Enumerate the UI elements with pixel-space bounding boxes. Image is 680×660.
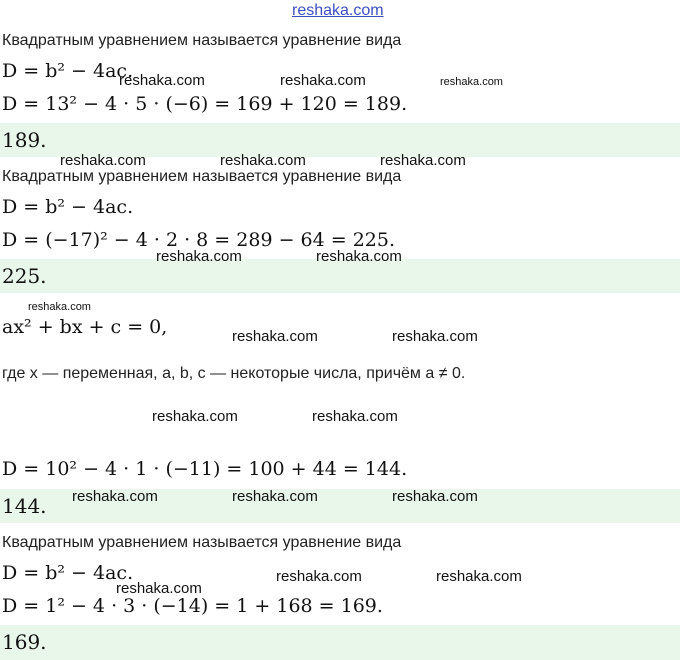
watermark: reshaka.com	[436, 568, 522, 585]
discriminant-computation: D = 13² − 4 · 5 · (−6) = 169 + 120 = 189.	[2, 93, 408, 115]
watermark: reshaka.com	[276, 568, 362, 585]
site-header-link[interactable]: reshaka.com	[292, 2, 384, 19]
answer-band	[0, 625, 680, 660]
watermark: reshaka.com	[280, 72, 366, 89]
discriminant-computation: D = 10² − 4 · 1 · (−11) = 100 + 44 = 144.	[2, 458, 408, 480]
watermark: reshaka.com	[60, 152, 146, 169]
discriminant-computation: D = 1² − 4 · 3 · (−14) = 1 + 168 = 169.	[2, 595, 383, 617]
definition-text: где x — переменная, a, b, c — некоторые числа, причём a ≠ 0.	[2, 365, 466, 382]
intro-text: Квадратным уравнением называется уравнение вида	[2, 32, 402, 49]
discriminant-formula: D = b² − 4ac.	[2, 196, 134, 218]
watermark: reshaka.com	[440, 76, 503, 88]
watermark: reshaka.com	[152, 408, 238, 425]
watermark: reshaka.com	[28, 301, 91, 313]
answer-value: 189.	[2, 128, 47, 152]
watermark: reshaka.com	[232, 328, 318, 345]
watermark: reshaka.com	[380, 152, 466, 169]
watermark: reshaka.com	[232, 488, 318, 505]
watermark: reshaka.com	[392, 488, 478, 505]
watermark: reshaka.com	[72, 488, 158, 505]
watermark: reshaka.com	[392, 328, 478, 345]
watermark: reshaka.com	[220, 152, 306, 169]
answer-value: 169.	[2, 630, 47, 654]
watermark: reshaka.com	[116, 580, 202, 597]
intro-text: Квадратным уравнением называется уравнение вида	[2, 534, 402, 551]
intro-text: Квадратным уравнением называется уравнение вида	[2, 168, 402, 185]
answer-value: 144.	[2, 494, 47, 518]
discriminant-computation: D = (−17)² − 4 · 2 · 8 = 289 − 64 = 225.	[2, 229, 396, 251]
watermark: reshaka.com	[312, 408, 398, 425]
watermark: reshaka.com	[119, 72, 205, 89]
answer-value: 225.	[2, 264, 47, 288]
quadratic-equation: ax² + bx + c = 0,	[2, 316, 168, 338]
discriminant-formula: D = b² − 4ac.	[2, 562, 134, 584]
watermark: reshaka.com	[156, 248, 242, 265]
watermark: reshaka.com	[316, 248, 402, 265]
discriminant-formula: D = b² − 4ac.	[2, 60, 134, 82]
